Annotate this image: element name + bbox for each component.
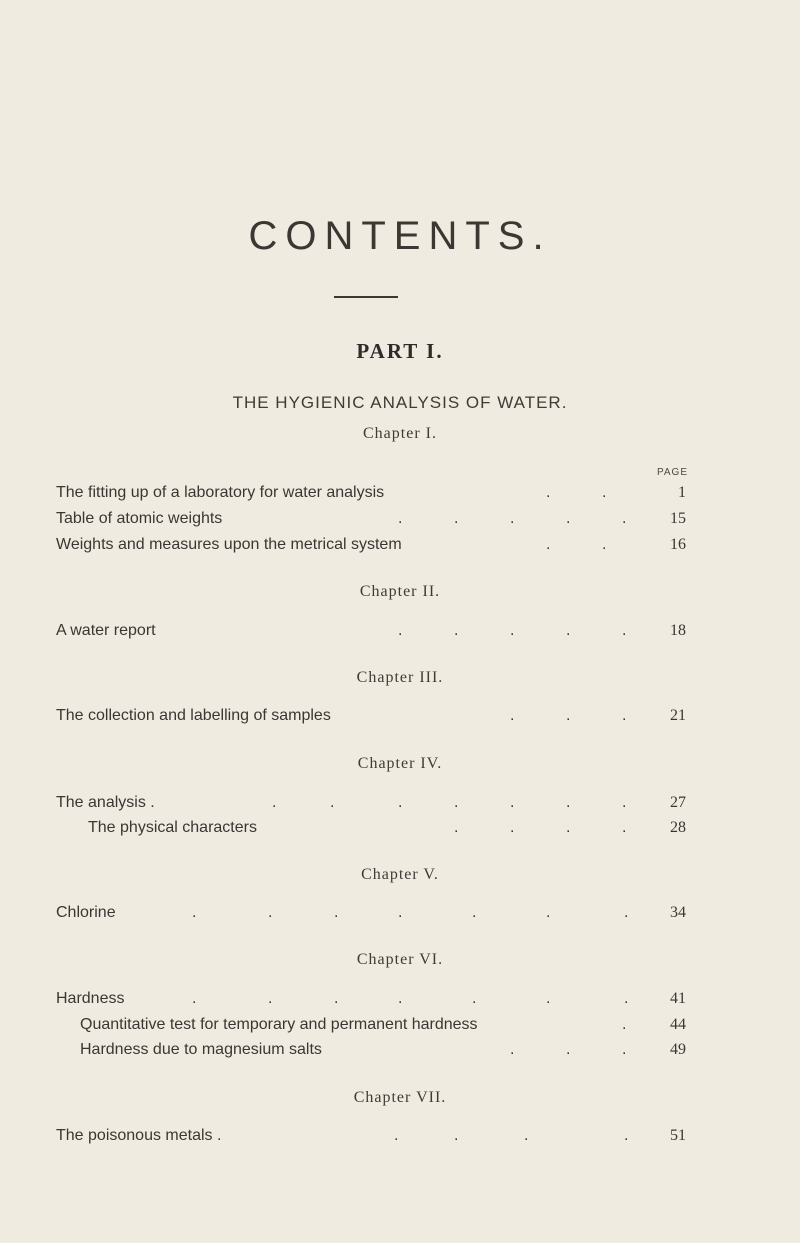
toc-entry[interactable]: The collection and labelling of samples . . . 21 — [56, 707, 686, 724]
page-title: CONTENTS. — [248, 214, 552, 258]
entry-label: Hardness — [56, 990, 125, 1007]
entry-label: The poisonous metals . — [56, 1127, 222, 1144]
entry-page: 15 — [670, 510, 686, 527]
toc-entry[interactable]: Quantitative test for temporary and permanent hardness . 44 — [80, 1016, 686, 1033]
toc-entry[interactable]: The analysis . . . . . . . . 27 — [56, 794, 686, 811]
chapter-heading: Chapter III. — [356, 669, 444, 686]
entry-label: The fitting up of a laboratory for water analysis — [56, 484, 385, 501]
entry-label: Table of atomic weights — [56, 510, 223, 527]
entry-page: 27 — [670, 794, 686, 811]
page-column-header: PAGE — [656, 467, 688, 478]
chapter-heading: Chapter V. — [361, 866, 439, 883]
chapter-heading: Chapter II. — [359, 583, 441, 600]
chapter-heading: Chapter IV. — [357, 755, 443, 772]
chapter-heading: Chapter VII. — [353, 1089, 447, 1106]
entry-page: 28 — [670, 819, 686, 836]
toc-entry[interactable]: The fitting up of a laboratory for water analysis . . 1 — [56, 484, 686, 501]
toc-entry[interactable]: Hardness . . . . . . . 41 — [56, 990, 686, 1007]
toc-entry[interactable]: Weights and measures upon the metrical system . . 16 — [56, 536, 686, 553]
entry-page: 51 — [670, 1127, 686, 1144]
entry-page: 16 — [670, 536, 686, 553]
chapter-heading: Chapter I. — [363, 425, 437, 442]
toc-entry[interactable]: Table of atomic weights . . . . . 15 — [56, 510, 686, 527]
toc-entry[interactable]: The physical characters . . . . 28 — [88, 819, 686, 836]
entry-page: 41 — [670, 990, 686, 1007]
entry-label: Hardness due to magnesium salts — [80, 1041, 322, 1058]
entry-page: 44 — [670, 1016, 686, 1033]
entry-label: Chlorine — [56, 904, 116, 921]
entry-page: 1 — [678, 484, 686, 501]
part-heading: PART I. — [356, 339, 444, 363]
entry-label: Weights and measures upon the metrical system — [56, 536, 402, 553]
entry-page: 34 — [670, 904, 686, 921]
entry-page: 21 — [670, 707, 686, 724]
toc-entry[interactable]: The poisonous metals . . . . . 51 — [56, 1127, 686, 1144]
entry-page: 18 — [670, 622, 686, 639]
entry-label: The analysis . — [56, 794, 155, 811]
entry-label: The collection and labelling of samples — [56, 707, 331, 724]
toc-entry[interactable]: Chlorine . . . . . . . 34 — [56, 904, 686, 921]
toc-entry[interactable]: A water report . . . . . 18 — [56, 622, 686, 639]
entry-label: A water report — [56, 622, 156, 639]
part-subtitle: THE HYGIENIC ANALYSIS OF WATER. — [232, 393, 568, 412]
entry-label: Quantitative test for temporary and permanent hardness — [80, 1016, 478, 1033]
chapter-heading: Chapter VI. — [356, 951, 444, 968]
entry-label: The physical characters — [88, 819, 257, 836]
title-rule — [334, 296, 398, 298]
entry-page: 49 — [670, 1041, 686, 1058]
toc-entry[interactable]: Hardness due to magnesium salts . . . 49 — [80, 1041, 686, 1058]
